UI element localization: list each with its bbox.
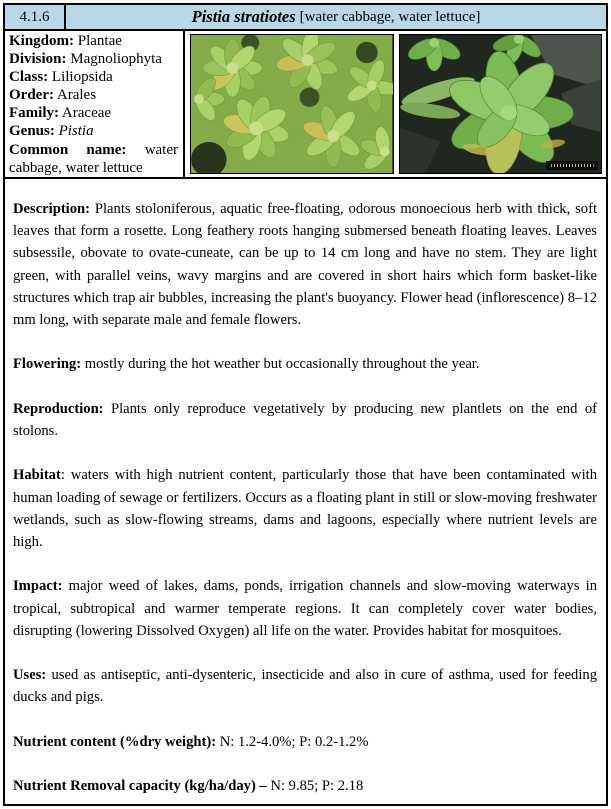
taxonomy-label: Common name: xyxy=(9,141,127,158)
section-label: Impact: xyxy=(13,578,63,595)
section-description xyxy=(13,198,597,331)
section-label: Uses: xyxy=(13,667,47,684)
taxonomy-value: Pistia xyxy=(54,123,94,140)
taxonomy-value: Liliopsida xyxy=(48,69,113,86)
section-label: Description: xyxy=(13,201,91,217)
section-uses xyxy=(13,664,597,708)
water-lettuce-mat-photo xyxy=(190,34,394,174)
taxonomy-family xyxy=(9,104,178,122)
section-nutrient-removal xyxy=(13,775,597,797)
page-title xyxy=(66,5,606,29)
section-text: Plants only reproduce vegetatively by producing new plantlets on the end of stolons. xyxy=(13,400,597,439)
section-label: Nutrient Removal capacity (kg/ha/day) – xyxy=(13,778,267,795)
section-label: Flowering: xyxy=(13,356,82,373)
species-name: Pistia stratiotes xyxy=(191,7,296,26)
taxonomy-value: Magnoliophyta xyxy=(66,51,162,68)
taxonomy-label: Class: xyxy=(9,69,49,86)
water-lettuce-rosette-photo xyxy=(399,34,603,174)
taxonomy-box xyxy=(5,31,185,177)
section-label: Nutrient content (%dry weight): xyxy=(13,733,217,750)
section-nutrient-content xyxy=(13,731,597,753)
taxonomy-label: Family: xyxy=(9,105,59,122)
section-habitat xyxy=(13,464,597,553)
taxonomy-order xyxy=(9,86,178,104)
section-text: used as antiseptic, anti-dysenteric, insecticide and also in cure of asthma, used for feeding ducks and pigs. xyxy=(13,667,597,706)
section-impact xyxy=(13,575,597,642)
taxonomy-label: Division: xyxy=(9,51,67,68)
section-text: mostly during the hot weather but occasionally throughout the year. xyxy=(81,356,480,373)
photo-strip xyxy=(185,31,606,177)
section-number: 4.1.6 xyxy=(5,5,66,29)
section-text: N: 9.85; P: 2.18 xyxy=(266,778,364,795)
taxonomy-class xyxy=(9,68,178,86)
taxonomy-common-name xyxy=(9,141,178,177)
section-text: : waters with high nutrient content, particularly those that have been contaminated with human loading of sewage or fertilizers. Occurs as a floating plant in still or slow-moving freshwater wetlands, such as slow-flowing streams, dams and lagoons, especially where nutrient levels are high. xyxy=(13,467,597,550)
taxonomy-label: Order: xyxy=(9,87,54,104)
taxonomy-label: Kingdom: xyxy=(9,33,75,49)
taxonomy-kingdom xyxy=(9,32,178,50)
taxonomy-value: water cabbage, water lettuce xyxy=(9,141,178,176)
section-reproduction xyxy=(13,398,597,442)
section-label: Reproduction: xyxy=(13,400,104,417)
taxonomy-value: Plantae xyxy=(74,33,122,49)
section-flowering xyxy=(13,353,597,375)
common-names: [water cabbage, water lettuce] xyxy=(299,8,481,25)
header-row xyxy=(5,5,606,31)
taxonomy-value: Araceae xyxy=(59,105,112,122)
section-label: Habitat xyxy=(13,467,61,484)
section-text: major weed of lakes, dams, ponds, irrigation channels and slow-moving waterways in tropical, subtropical and warmer temperate regions. It can completely cover water bodies, disrupting (lowering Dissolved Oxygen) all life on the water. Provides habitat for mosquitoes. xyxy=(13,578,597,639)
illegible-url-watermark xyxy=(546,161,598,170)
taxonomy-label: Genus: xyxy=(9,123,55,140)
factsheet-page xyxy=(3,3,608,806)
water-lettuce-mat-illustration xyxy=(191,35,393,173)
water-lettuce-rosette-illustration xyxy=(400,35,602,173)
factsheet-body xyxy=(5,179,606,804)
taxonomy-value: Arales xyxy=(53,87,97,104)
taxonomy-row xyxy=(5,31,606,179)
section-text: Plants stoloniferous, aquatic free-floating, odorous monoecious herb with thick, soft leaves that form a rosette. Long feathery roots hanging submersed beneath floating leaves. Leaves subsessile, obovate to ovate-cuneate, can be up to 14 cm long and have no stem. They are light green, with parallel veins, wavy margins and are covered in short hairs which form basket-like structures which trap air bubbles, increasing the plant's buoyancy. Flower head (inflorescence) 8–12 mm long, with separate male and female flowers. xyxy=(13,201,597,329)
taxonomy-division xyxy=(9,50,178,68)
taxonomy-genus xyxy=(9,122,178,140)
section-text: N: 1.2-4.0%; P: 0.2-1.2% xyxy=(216,733,369,750)
